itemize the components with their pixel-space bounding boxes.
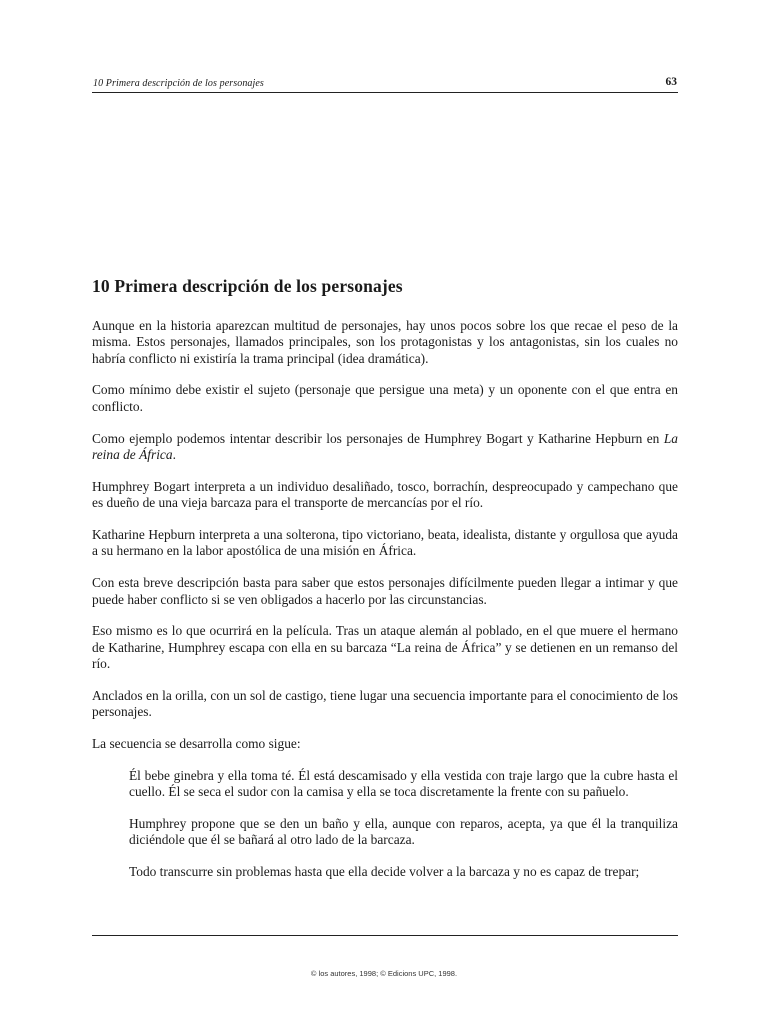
- film-title-suffix: .: [172, 446, 176, 462]
- paragraph: Aunque en la historia aparezcan multitud de personajes, hay unos pocos sobre los que recae el peso de la misma. Estos personajes, llamados principales, son los protagonistas y los antagonistas, sin los cuales no habría conflicto ni existiría la trama principal (idea dramática).: [92, 318, 678, 366]
- paragraph: La secuencia se desarrolla como sigue:: [92, 736, 301, 752]
- sequence-paragraph: Humphrey propone que se den un baño y ella, aunque con reparos, acepta, ya que él la tranquiliza diciéndole que él se bañará al otro lado de la barcaza.: [129, 816, 678, 848]
- footer-rule: [92, 935, 678, 936]
- chapter-title: 10 Primera descripción de los personajes: [92, 276, 403, 296]
- running-title: 10 Primera descripción de los personajes: [93, 78, 264, 89]
- paragraph: [92, 431, 678, 464]
- sequence-paragraph: Todo transcurre sin problemas hasta que ella decide volver a la barcaza y no es capaz de trepar;: [129, 864, 640, 880]
- paragraph: Con esta breve descripción basta para saber que estos personajes difícilmente pueden llegar a intimar y que puede haber conflicto si se ven obligados a hacerlo por las circunstancias.: [92, 575, 678, 607]
- paragraph-text: Como ejemplo podemos intentar describir los personajes de Humphrey Bogart y Katharine Hepburn en: [92, 430, 660, 446]
- paragraph: Humphrey Bogart interpreta a un individuo desaliñado, tosco, borrachín, despreocupado y campechano que es dueño de una vieja barcaza para el transporte de mercancías por el río.: [92, 478, 678, 511]
- copyright-notice: © los autores, 1998; © Edicions UPC, 1998.: [310, 969, 458, 978]
- paragraph: Eso mismo es lo que ocurrirá en la película. Tras un ataque alemán al poblado, en el que muere el hermano de Katharine, Humphrey escapa con ella en su barcaza “La reina de África” y se detienen en un remanso del río.: [92, 623, 678, 672]
- paragraph: Katharine Hepburn interpreta a una solterona, tipo victoriano, beata, idealista, distante y orgullosa que ayuda a su hermano en la labor apostólica de una misión en África.: [92, 527, 678, 559]
- running-header: [92, 76, 678, 93]
- page-number: 63: [665, 76, 677, 88]
- sequence-paragraph: Él bebe ginebra y ella toma té. Él está descamisado y ella vestida con traje largo que la cubre hasta el cuello. Él se seca el sudor con la camisa y ella se toca discretamente la frente con su pañuelo.: [129, 767, 678, 800]
- body-text: [92, 318, 678, 881]
- film-title: La reina de África: [92, 430, 678, 462]
- paragraph: Anclados en la orilla, con un sol de castigo, tiene lugar una secuencia importante para el conocimiento de los personajes.: [92, 687, 678, 720]
- paragraph: Como mínimo debe existir el sujeto (personaje que persigue una meta) y un oponente con el que entra en conflicto.: [92, 382, 678, 414]
